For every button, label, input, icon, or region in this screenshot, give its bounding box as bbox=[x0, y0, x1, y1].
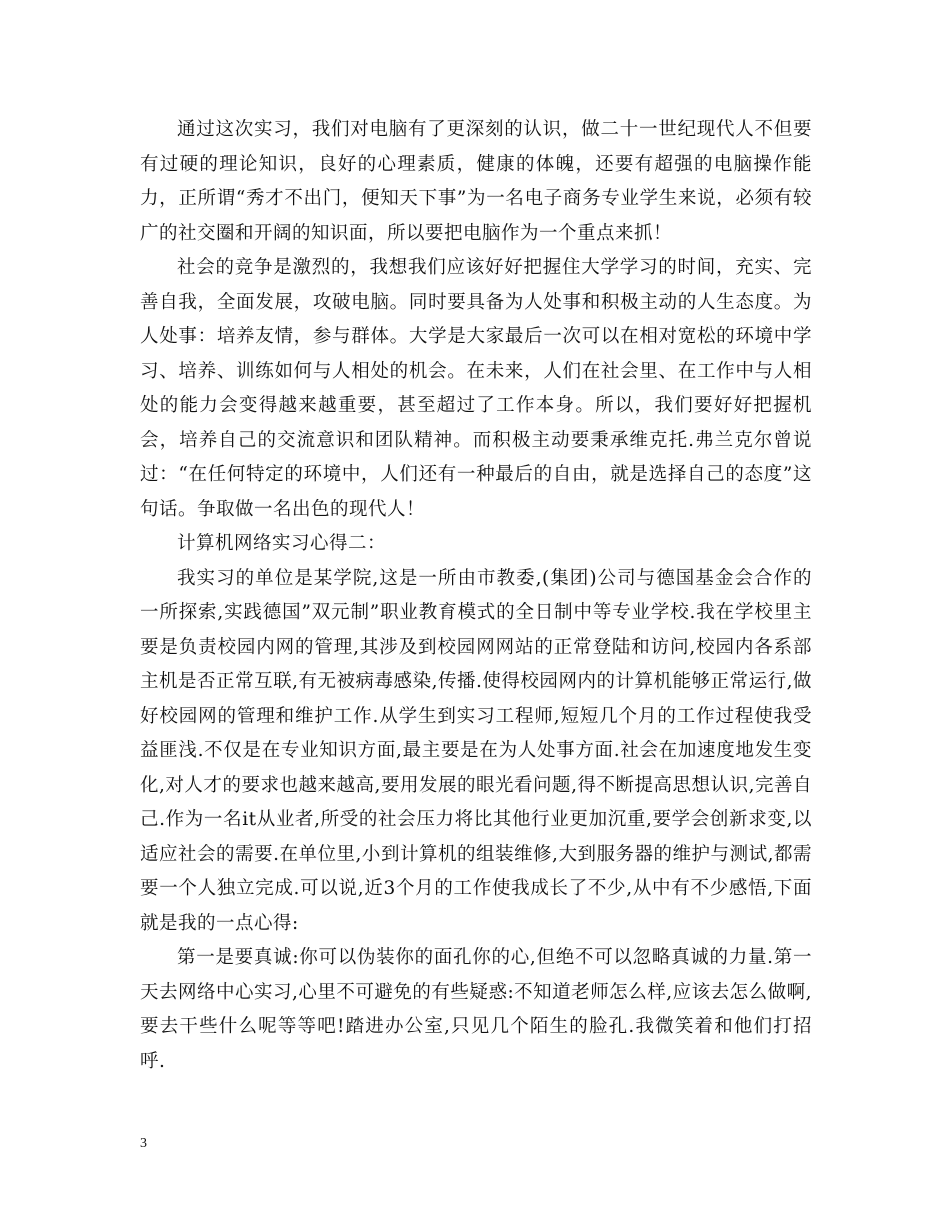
paragraph-social-competition: 社会的竞争是激烈的，我想我们应该好好把握住大学学习的时间，充实、完善自我，全面发展，攻破电脑。同时要具备为人处事和积极主动的人生态度。为人处事：培养友情，参与群体。大学是大家最后一次可以在相对宽松的环境中学习、培养、训练如何与人相处的机会。在未来，人们在社会里、在工作中与人相处的能力会变得越来越重要，甚至超过了工作本身。所以，我们要好好把握机会，培养自己的交流意识和团队精神。而积极主动要秉承维克托.弗兰克尔曾说过：“在任何特定的环境中，人们还有一种最后的自由，就是选择自己的态度”这句话。争取做一名出色的现代人！ bbox=[140, 257, 812, 520]
paragraph-internship-unit: 我实习的单位是某学院,这是一所由市教委,(集团)公司与德国基金会合作的一所探索,实践德国”双元制”职业教育模式的全日制中等专业学校.我在学校里主要是负责校园内网的管理,其涉及到校园网网站的正常登陆和访问,校园内各系部主机是否正常互联,有无被病毒感染,传播.使得校园网内的计算机能够正常运行,做好校园网的管理和维护工作.从学生到实习工程师,短短几个月的工作过程使我受益匪浅.不仅是在专业知识方面,最主要是在为人处事方面.社会在加速度地发生变化,对人才的要求也越来越高,要用发展的眼光看问题,得不断提高思想认识,完善自己.作为一名it从业者,所受的社会压力将比其他行业更加沉重,要学会创新求变,以适应社会的需要.在单位里,小到计算机的组装维修,大到服务器的维护与测试,都需要一个人独立完成.可以说,近3个月的工作使我成长了不少,从中有不少感悟,下面就是我的一点心得: bbox=[140, 567, 812, 934]
section-heading-internship-notes-two: 计算机网络实习心得二： bbox=[177, 533, 387, 554]
paragraph-computer-knowledge: 通过这次实习，我们对电脑有了更深刻的认识，做二十一世纪现代人不但要有过硬的理论知识，良好的心理素质，健康的体魄，还要有超强的电脑操作能力，正所谓“秀才不出门，便知天下事”为一名电子商务专业学生来说，必须有较广的社交圈和开阔的知识面，所以要把电脑作为一个重点来抓！ bbox=[140, 119, 812, 244]
page-number: 3 bbox=[140, 1136, 147, 1151]
paragraph-be-sincere: 第一是要真诚:你可以伪装你的面孔你的心,但绝不可以忽略真诚的力量.第一天去网络中心实习,心里不可避免的有些疑惑:不知道老师怎么样,应该去怎么做啊,要去干些什么呢等等吧!踏进办公室,只见几个陌生的脸孔.我微笑着和他们打招呼. bbox=[140, 947, 812, 1072]
document-body bbox=[140, 113, 812, 1079]
